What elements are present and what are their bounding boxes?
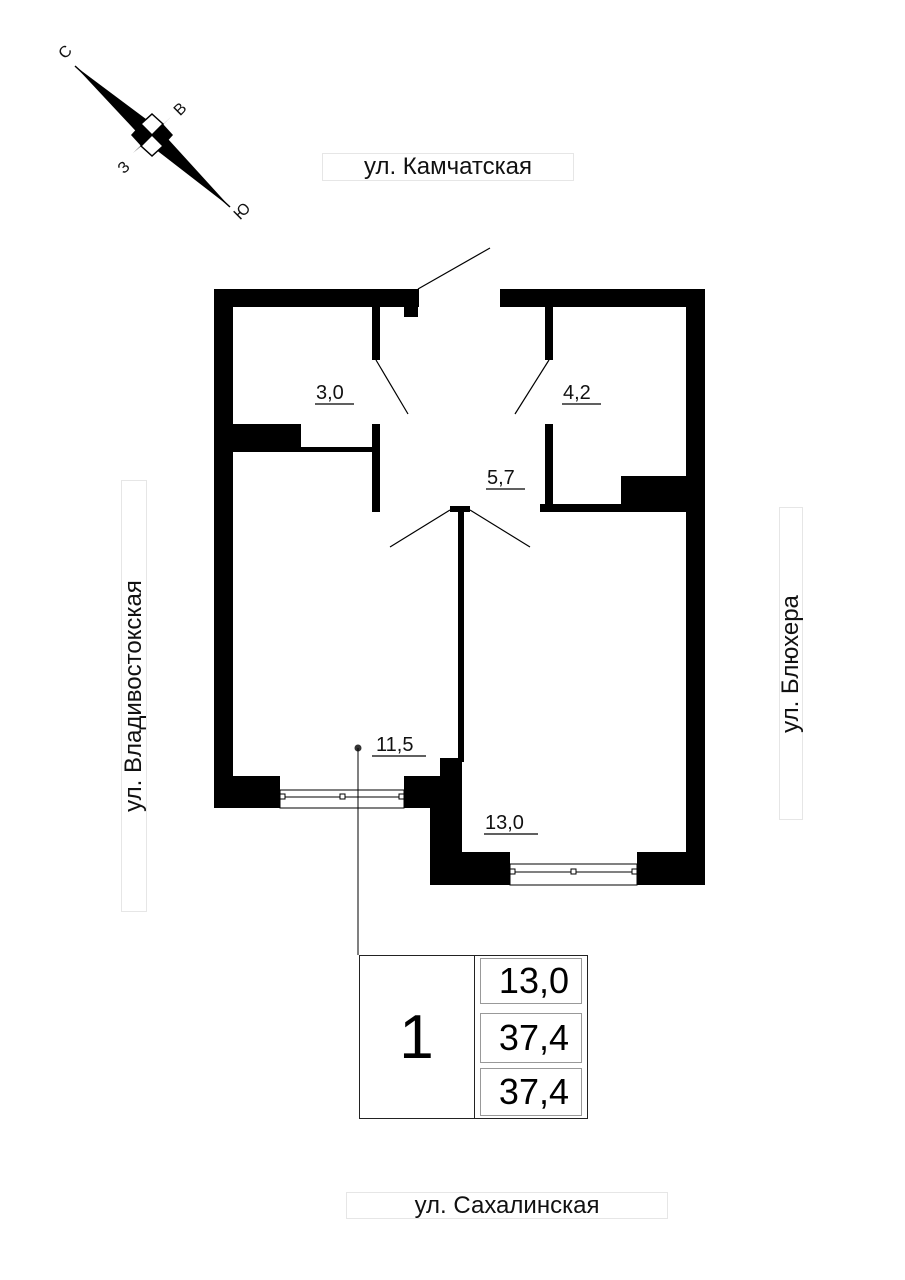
street-south-label: ул. Сахалинская bbox=[414, 1191, 600, 1219]
room-area-living-room: 13,0 bbox=[485, 812, 524, 834]
street-east-label: ул. Блюхера bbox=[777, 594, 804, 733]
room-area-bathroom-left: 3,0 bbox=[316, 382, 344, 404]
summary-living-area: 13,0 bbox=[480, 958, 582, 1004]
window-kitchen bbox=[280, 790, 404, 808]
room-area-hallway: 5,7 bbox=[487, 467, 515, 489]
compass-icon bbox=[56, 42, 255, 223]
compass-west: З bbox=[114, 158, 134, 178]
compass-east: В bbox=[170, 99, 191, 120]
summary-total-area: 37,4 bbox=[480, 1013, 582, 1063]
room-area-kitchen: 11,5 bbox=[376, 734, 414, 756]
street-north-label: ул. Камчатская bbox=[363, 153, 533, 180]
summary-divider bbox=[474, 955, 475, 1119]
compass-south: Ю bbox=[230, 199, 255, 224]
summary-room-count: 1 bbox=[399, 1002, 434, 1072]
street-west-label: ул. Владивостокская bbox=[120, 580, 147, 812]
compass-north: С bbox=[55, 42, 76, 63]
summary-total-area-with-balcony: 37,4 bbox=[480, 1068, 582, 1116]
window-living-room bbox=[510, 864, 637, 885]
room-area-bathroom-right: 4,2 bbox=[563, 382, 591, 404]
